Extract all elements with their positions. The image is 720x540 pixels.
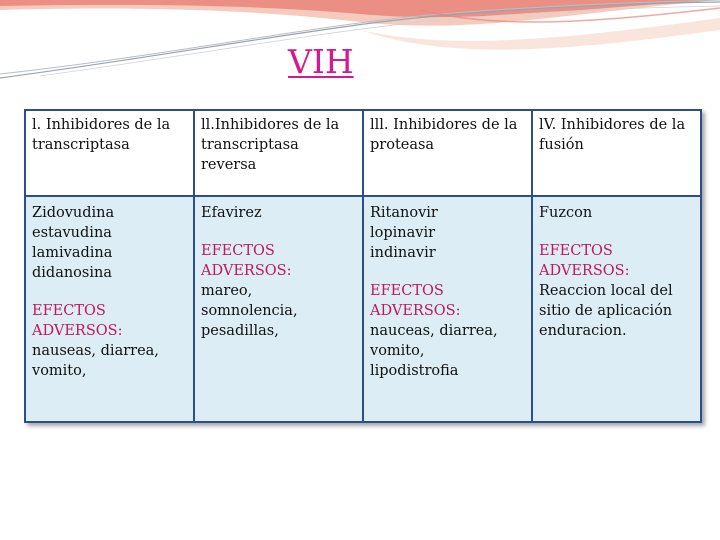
- table-cell: [25, 196, 194, 422]
- drug-list: Ritanovir lopinavir indinavir: [370, 205, 438, 261]
- table-row: [25, 196, 701, 422]
- adverse-effects-text: Reaccion local del sitio de aplicación enduracion.: [539, 283, 673, 339]
- decorative-banner: [0, 0, 720, 90]
- header-cell: lV. Inhibidores de la fusión: [532, 110, 701, 196]
- adverse-effects-label: EFECTOS ADVERSOS:: [539, 243, 630, 279]
- table-cell: [532, 196, 701, 422]
- adverse-effects-label: EFECTOS ADVERSOS:: [32, 303, 123, 339]
- table-header-row: [25, 110, 701, 196]
- drug-table-container: [24, 109, 702, 423]
- adverse-effects-label: EFECTOS ADVERSOS:: [201, 243, 292, 279]
- header-cell: lll. Inhibidores de la proteasa: [363, 110, 532, 196]
- header-cell: l. Inhibidores de la transcriptasa: [25, 110, 194, 196]
- adverse-effects-label: EFECTOS ADVERSOS:: [370, 283, 461, 319]
- table-cell: [363, 196, 532, 422]
- drug-list: Zidovudina estavudina lamivadina didanosina: [32, 205, 115, 281]
- table-cell: [194, 196, 363, 422]
- header-cell: ll.Inhibidores de la transcriptasa reversa: [194, 110, 363, 196]
- slide-title: VIH: [288, 42, 354, 81]
- drug-list: Efavirez: [201, 205, 262, 221]
- adverse-effects-text: nauceas, diarrea, vomito, lipodistrofia: [370, 323, 498, 379]
- adverse-effects-text: mareo, somnolencia, pesadillas,: [201, 283, 298, 339]
- drug-table: [24, 109, 702, 423]
- drug-list: Fuzcon: [539, 205, 593, 221]
- adverse-effects-text: nauseas, diarrea, vomito,: [32, 343, 159, 379]
